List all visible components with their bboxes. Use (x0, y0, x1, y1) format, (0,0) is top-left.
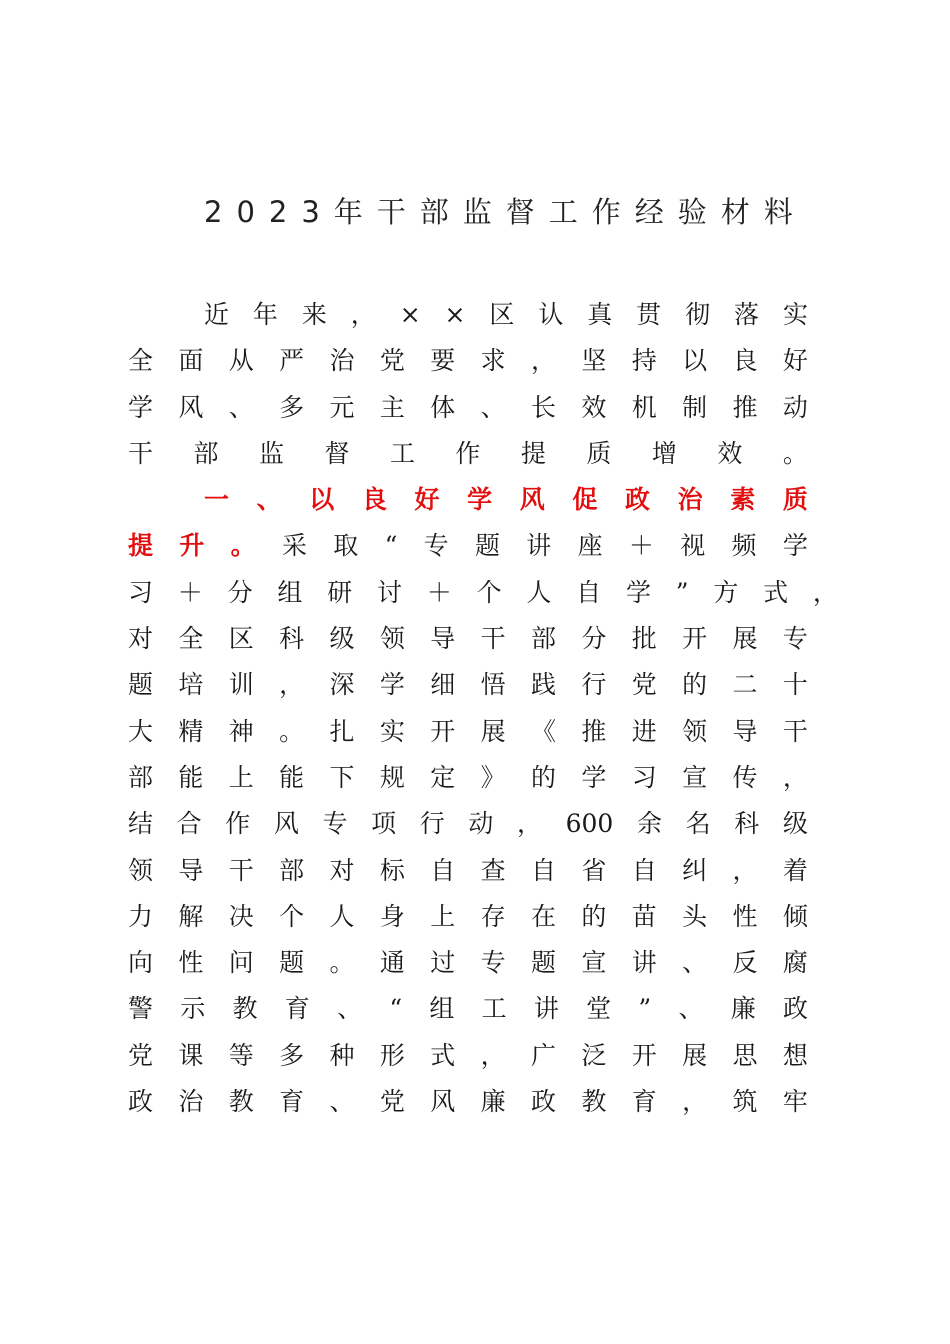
text-glyph: ， (350, 300, 376, 329)
text-glyph: 、 (337, 994, 363, 1024)
text-glyph: 结 (128, 809, 154, 839)
text-glyph: 形 (379, 1040, 405, 1070)
text-glyph: 开 (631, 1040, 657, 1070)
text-glyph: 题 (531, 948, 557, 978)
text-glyph: 纠 (682, 855, 708, 885)
text-glyph: 讲 (533, 994, 559, 1024)
text-glyph: 分 (581, 624, 607, 654)
text-glyph: 《 (531, 716, 557, 746)
text-line (128, 940, 808, 986)
text-glyph: 多 (279, 392, 305, 422)
text-glyph: 、 (480, 392, 506, 422)
text-glyph: × (444, 300, 466, 329)
text-glyph: 全 (128, 346, 154, 376)
text-glyph: 示 (180, 994, 206, 1024)
text-glyph: 践 (531, 670, 557, 700)
text-glyph: ” (638, 994, 652, 1024)
text-glyph: 导 (732, 716, 758, 746)
text-glyph: 下 (329, 762, 355, 792)
text-glyph: 项 (371, 809, 397, 839)
text-glyph: 求 (480, 346, 506, 376)
text-glyph: 廉 (730, 994, 756, 1024)
text-glyph: 部 (193, 438, 219, 468)
text-glyph: 想 (782, 1040, 808, 1070)
text-glyph: ， (531, 346, 557, 376)
text-glyph: 行 (581, 670, 607, 700)
text-glyph: 促 (572, 485, 598, 515)
text-line (128, 986, 808, 1032)
text-glyph: 机 (631, 392, 657, 422)
text-glyph: 干 (480, 624, 506, 654)
text-line (128, 338, 808, 384)
text-glyph: 思 (732, 1040, 758, 1070)
text-glyph: 展 (682, 1040, 708, 1070)
text-glyph: 年 (252, 300, 278, 329)
text-glyph: 身 (379, 901, 405, 931)
text-glyph: 教 (232, 994, 258, 1024)
text-glyph: 领 (682, 716, 708, 746)
text-glyph: 科 (734, 809, 760, 839)
text-glyph: 学 (782, 531, 808, 561)
text-glyph: 廉 (480, 1087, 506, 1117)
text-glyph: 人 (526, 577, 552, 607)
text-glyph: 个 (476, 577, 502, 607)
text-glyph: 决 (228, 901, 254, 931)
text-glyph: 部 (128, 762, 154, 792)
text-glyph: 风 (519, 485, 545, 515)
text-glyph: 级 (329, 624, 355, 654)
text-glyph: 政 (625, 485, 651, 515)
text-glyph: 对 (329, 855, 355, 885)
text-glyph: 。 (279, 716, 305, 746)
text-glyph: 部 (531, 624, 557, 654)
text-glyph: 。 (230, 531, 256, 561)
text-glyph: 通 (379, 948, 405, 978)
text-glyph: 育 (279, 1087, 305, 1117)
text-glyph: 育 (631, 1087, 657, 1117)
text-glyph: 视 (680, 531, 706, 561)
text-glyph: 动 (468, 809, 494, 839)
text-line (128, 662, 808, 708)
text-glyph: 多 (279, 1040, 305, 1070)
text-line (128, 1079, 808, 1125)
text-glyph: 规 (379, 762, 405, 792)
text-glyph: 效 (717, 438, 743, 468)
text-glyph: 、 (256, 485, 282, 515)
text-glyph: 个 (279, 901, 305, 931)
text-glyph: × (399, 300, 421, 329)
text-glyph: ” (675, 577, 689, 607)
text-glyph: 真 (587, 300, 613, 329)
text-glyph: 的 (682, 670, 708, 700)
text-glyph: 部 (279, 855, 305, 885)
text-glyph: 头 (682, 901, 708, 931)
text-line (128, 755, 808, 801)
text-glyph: 提 (128, 531, 154, 561)
text-glyph: 贯 (636, 300, 662, 329)
text-glyph: 、 (682, 948, 708, 978)
text-glyph: 扎 (329, 716, 355, 746)
text-glyph: 宣 (581, 948, 607, 978)
text-glyph: 良 (361, 485, 387, 515)
text-glyph: 题 (474, 531, 500, 561)
text-glyph: 工 (389, 438, 415, 468)
text-line (128, 894, 808, 940)
text-line (128, 570, 838, 616)
text-glyph: 合 (176, 809, 202, 839)
text-glyph: 牢 (782, 1087, 808, 1117)
text-glyph: 警 (128, 994, 154, 1024)
text-glyph: 制 (682, 392, 708, 422)
text-glyph: 组 (429, 994, 455, 1024)
text-glyph: 导 (178, 855, 204, 885)
text-glyph: 问 (228, 948, 254, 978)
text-line (128, 709, 808, 755)
text-glyph: 开 (430, 716, 456, 746)
text-glyph: 筑 (732, 1087, 758, 1117)
text-glyph: 》 (480, 762, 506, 792)
text-glyph: 来 (301, 300, 327, 329)
text-line (128, 477, 808, 523)
text-glyph: 堂 (586, 994, 612, 1024)
text-glyph: ， (782, 762, 808, 792)
text-glyph: 深 (329, 670, 355, 700)
text-glyph: 精 (178, 716, 204, 746)
text-glyph: ＋ (426, 577, 452, 607)
text-glyph: 腐 (782, 948, 808, 978)
text-glyph: “ (389, 994, 403, 1024)
text-glyph: 二 (732, 670, 758, 700)
document-body (128, 292, 840, 1125)
text-glyph: 进 (631, 716, 657, 746)
text-line (128, 848, 808, 894)
text-glyph: 增 (651, 438, 677, 468)
text-glyph: 倾 (782, 901, 808, 931)
text-glyph: 种 (329, 1040, 355, 1070)
text-line (128, 385, 808, 431)
text-glyph: 苗 (631, 901, 657, 931)
text-glyph: 。 (329, 948, 355, 978)
text-line (128, 616, 808, 662)
text-glyph: 展 (732, 624, 758, 654)
text-glyph: 解 (178, 901, 204, 931)
text-glyph: 科 (279, 624, 305, 654)
text-glyph: 素 (730, 485, 756, 515)
text-glyph: 导 (430, 624, 456, 654)
text-glyph: 党 (379, 346, 405, 376)
text-glyph: 能 (279, 762, 305, 792)
text-line (128, 801, 808, 847)
text-glyph: ＋ (628, 531, 654, 561)
text-glyph: 习 (128, 577, 154, 607)
text-glyph: 好 (414, 485, 440, 515)
text-glyph: 效 (581, 392, 607, 422)
text-glyph: ， (812, 577, 838, 607)
text-glyph: 元 (329, 392, 355, 422)
text-glyph: 十 (782, 670, 808, 700)
text-glyph: 性 (178, 948, 204, 978)
text-glyph: ， (480, 1040, 506, 1070)
text-glyph: 式 (763, 577, 789, 607)
text-glyph: 政 (531, 1087, 557, 1117)
text-glyph: 监 (258, 438, 284, 468)
text-glyph: 人 (329, 901, 355, 931)
text-line (128, 1033, 808, 1079)
text-glyph: ＋ (177, 577, 203, 607)
text-glyph: 体 (430, 392, 456, 422)
text-glyph: 风 (273, 809, 299, 839)
text-glyph: 动 (782, 392, 808, 422)
text-glyph: 题 (128, 670, 154, 700)
text-glyph: 讨 (376, 577, 402, 607)
text-glyph: 、 (329, 1087, 355, 1117)
text-glyph: 习 (631, 762, 657, 792)
text-glyph: 质 (586, 438, 612, 468)
text-glyph: 以 (682, 346, 708, 376)
text-glyph: 省 (581, 855, 607, 885)
text-glyph: 展 (480, 716, 506, 746)
text-glyph: 作 (455, 438, 481, 468)
text-glyph: 课 (178, 1040, 204, 1070)
text-glyph: 自 (631, 855, 657, 885)
text-glyph: 良 (732, 346, 758, 376)
text-glyph: 自 (576, 577, 602, 607)
document-title: 2023年干部监督工作经验材料 (204, 195, 807, 229)
text-glyph: 风 (430, 1087, 456, 1117)
text-glyph: 干 (782, 716, 808, 746)
text-line (128, 523, 808, 569)
text-glyph: 区 (228, 624, 254, 654)
text-glyph: 级 (782, 809, 808, 839)
text-glyph: 政 (128, 1087, 154, 1117)
text-glyph: 组 (277, 577, 303, 607)
text-glyph: 专 (322, 809, 348, 839)
text-glyph: 能 (178, 762, 204, 792)
text-glyph: 自 (531, 855, 557, 885)
text-glyph: 批 (631, 624, 657, 654)
text-glyph: 持 (631, 346, 657, 376)
text-glyph: 实 (379, 716, 405, 746)
text-glyph: 工 (481, 994, 507, 1024)
text-glyph: 在 (531, 901, 557, 931)
text-glyph: 严 (279, 346, 305, 376)
text-glyph: 面 (178, 346, 204, 376)
text-glyph: 主 (379, 392, 405, 422)
text-glyph: 好 (782, 346, 808, 376)
text-glyph: “ (384, 531, 398, 561)
text-glyph: 悟 (480, 670, 506, 700)
text-glyph: 领 (128, 855, 154, 885)
text-glyph: ， (517, 809, 543, 839)
text-glyph: 自 (430, 855, 456, 885)
text-glyph: 一 (204, 485, 230, 515)
text-glyph: 讲 (631, 948, 657, 978)
text-glyph: 学 (128, 392, 154, 422)
text-glyph: 干 (128, 438, 154, 468)
text-glyph: 教 (228, 1087, 254, 1117)
text-glyph: 名 (685, 809, 711, 839)
text-glyph: 神 (228, 716, 254, 746)
text-glyph: 讲 (526, 531, 552, 561)
text-glyph: 教 (581, 1087, 607, 1117)
text-glyph: 、 (678, 994, 704, 1024)
text-glyph: 座 (577, 531, 603, 561)
text-glyph: 题 (279, 948, 305, 978)
text-glyph: 育 (284, 994, 310, 1024)
text-glyph: 党 (631, 670, 657, 700)
text-glyph: 认 (538, 300, 564, 329)
text-glyph: 学 (581, 762, 607, 792)
text-glyph: 采 (281, 531, 307, 561)
text-glyph: 质 (782, 485, 808, 515)
text-glyph: 专 (480, 948, 506, 978)
text-glyph: 标 (379, 855, 405, 885)
text-glyph: 传 (732, 762, 758, 792)
text-glyph: 推 (581, 716, 607, 746)
text-glyph: 督 (324, 438, 350, 468)
text-glyph: 彻 (685, 300, 711, 329)
text-glyph: 查 (480, 855, 506, 885)
text-glyph: 长 (531, 392, 557, 422)
text-glyph: 频 (731, 531, 757, 561)
text-glyph: 细 (430, 670, 456, 700)
text-glyph: 治 (677, 485, 703, 515)
text-glyph: 等 (228, 1040, 254, 1070)
text-glyph: 学 (625, 577, 651, 607)
text-glyph: ， (279, 670, 305, 700)
text-glyph: 过 (430, 948, 456, 978)
text-glyph: 治 (178, 1087, 204, 1117)
text-glyph: 党 (128, 1040, 154, 1070)
text-glyph: 式 (430, 1040, 456, 1070)
text-glyph: 方 (713, 577, 739, 607)
text-glyph: 广 (531, 1040, 557, 1070)
text-glyph: 全 (178, 624, 204, 654)
text-glyph: 定 (430, 762, 456, 792)
text-glyph: 培 (178, 670, 204, 700)
text-glyph: 专 (782, 624, 808, 654)
text-glyph: 政 (782, 994, 808, 1024)
text-glyph: 落 (734, 300, 760, 329)
text-glyph: 着 (782, 855, 808, 885)
text-glyph: 向 (128, 948, 154, 978)
text-glyph: 存 (480, 901, 506, 931)
text-glyph: 对 (128, 624, 154, 654)
text-glyph: 的 (531, 762, 557, 792)
text-glyph: 坚 (581, 346, 607, 376)
text-glyph: 领 (379, 624, 405, 654)
text-glyph: 上 (430, 901, 456, 931)
text-glyph: ， (732, 855, 758, 885)
text-glyph: 行 (419, 809, 445, 839)
text-glyph: 反 (732, 948, 758, 978)
text-glyph: 近 (204, 300, 230, 329)
text-glyph: 的 (581, 901, 607, 931)
text-glyph: 要 (430, 346, 456, 376)
text-glyph: 学 (467, 485, 493, 515)
text-glyph: 力 (128, 901, 154, 931)
text-glyph: ， (682, 1087, 708, 1117)
text-glyph: 分 (227, 577, 253, 607)
text-glyph: 训 (228, 670, 254, 700)
text-glyph: 开 (682, 624, 708, 654)
text-glyph: 升 (179, 531, 205, 561)
text-glyph: 余 (636, 809, 662, 839)
text-glyph: 以 (309, 485, 335, 515)
text-glyph: 风 (178, 392, 204, 422)
text-glyph: 从 (228, 346, 254, 376)
text-glyph: 600 (565, 809, 614, 839)
text-glyph: 实 (782, 300, 808, 329)
text-glyph: 专 (423, 531, 449, 561)
text-line (128, 431, 808, 477)
text-glyph: 上 (228, 762, 254, 792)
text-glyph: 性 (732, 901, 758, 931)
text-glyph: 宣 (682, 762, 708, 792)
text-glyph: 区 (489, 300, 515, 329)
text-glyph: 学 (379, 670, 405, 700)
text-glyph: 治 (329, 346, 355, 376)
text-glyph: 研 (327, 577, 353, 607)
text-glyph: 取 (333, 531, 359, 561)
text-glyph: 干 (228, 855, 254, 885)
text-glyph: 党 (379, 1087, 405, 1117)
text-line (128, 292, 808, 338)
text-glyph: 大 (128, 716, 154, 746)
text-glyph: 作 (225, 809, 251, 839)
text-glyph: 、 (228, 392, 254, 422)
text-glyph: 提 (520, 438, 546, 468)
text-glyph: 。 (782, 438, 808, 468)
text-glyph: 泛 (581, 1040, 607, 1070)
text-glyph: 推 (732, 392, 758, 422)
